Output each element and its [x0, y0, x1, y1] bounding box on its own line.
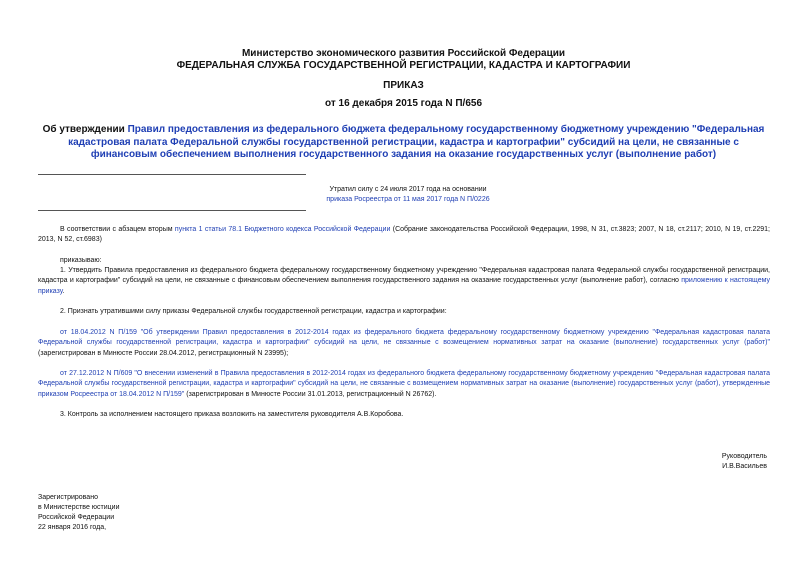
item-3-paragraph: 3. Контроль за исполнением настоящего приказа возложить на заместителя руководителя А.В.Коробова.	[60, 411, 404, 418]
document-title	[40, 124, 767, 162]
item-2-sub-1	[38, 328, 770, 359]
item-1-paragraph	[38, 266, 770, 297]
status-note-text: Утратил силу с 24 июля 2017 года на основании	[329, 186, 487, 193]
signature-position: Руководитель	[721, 453, 767, 460]
item-1-text: 1. Утвердить Правила предоставления из федерального бюджета федеральному государственному бюджетному учреждению "Федеральная кадастровая палата Федеральной службы государственной регистрации, кадастра и картографии" субсидий на цели, не связанные с финансовым обеспечением выполнения государственного задания на оказание государственных услуг (выполнение работ), согласно	[38, 267, 770, 285]
preamble-text-after: (Собрание законодательства Российской Федерации, 1998, N 31, ст.3823; 2007, N 18, ст.2117; 2010, N 19, ст.2291; 2013, N 52, ст.6983)	[38, 226, 770, 244]
service-name: ФЕДЕРАЛЬНАЯ СЛУЖБА ГОСУДАРСТВЕННОЙ РЕГИСТРАЦИИ, КАДАСТРА И КАРТОГРАФИИ	[176, 60, 631, 71]
item-2-sub-2	[38, 369, 770, 400]
divider-top	[38, 174, 306, 175]
appendix-link[interactable]: приложению к настоящему приказу	[38, 277, 770, 295]
registration-line-1: Зарегистрировано	[38, 494, 98, 501]
ministry-name: Министерство экономического развития Российской Федерации	[241, 48, 566, 59]
item-1-end: .	[62, 287, 65, 295]
order-609-registration: (зарегистрирован в Минюсте России 31.01.2013, регистрационный N 26762).	[184, 390, 437, 398]
signature-name: И.В.Васильев	[722, 463, 767, 470]
order-word: приказываю:	[60, 257, 102, 264]
signature-block	[722, 452, 767, 472]
document-date-number: от 16 декабря 2015 года N П/656	[324, 98, 483, 109]
item-2-paragraph: 2. Признать утратившими силу приказы Федеральной службы государственной регистрации, кадастра и картографии:	[60, 308, 447, 315]
divider-bottom	[38, 210, 306, 211]
registration-line-3: Российской Федерации	[38, 514, 115, 521]
budget-code-link[interactable]: пункта 1 статьи 78.1 Бюджетного кодекса Российской Федерации	[174, 226, 391, 233]
order-159-link[interactable]: от 18.04.2012 N П/159 "Об утверждении Правил предоставления в 2012-2014 годах из федерального бюджета федеральному государственному бюджетному учреждению "Федеральная кадастровая палата Федеральной службы государственной регистрации, кадастра и картографии" субсидий на цели, не связанные с возмещением нормативных затрат на оказание (выполнение) государственных услуг (работ)"	[38, 329, 770, 347]
order-159-registration: (зарегистрирован в Минюсте России 28.04.2012, регистрационный N 23995);	[38, 349, 289, 357]
preamble-paragraph	[38, 225, 770, 246]
status-note	[306, 185, 510, 205]
registration-line-4: 22 января 2016 года,	[38, 524, 107, 531]
registration-block	[38, 493, 119, 533]
registration-line-2: в Министерстве юстиции	[38, 504, 120, 511]
title-prefix: Об утверждении	[42, 124, 128, 135]
preamble-text-before: В соответствии с абзацем вторым	[60, 226, 175, 233]
status-note-link[interactable]: приказа Росреестра от 11 мая 2017 года N П/0226	[326, 196, 490, 203]
document-type: ПРИКАЗ	[383, 80, 424, 91]
title-rules-link[interactable]: Правил предоставления из федерального бюджета федеральному государственному бюджетному учреждению "Федеральная кадастровая палата Федеральной службы государственной регистрации, кадастра и картографии" субсидий на цели, не связанные с финансовым обеспечением выполнения государственного задания на оказание государственных услуг (выполнение работ)	[68, 124, 765, 160]
order-609-link[interactable]: от 27.12.2012 N П/609 "О внесении изменений в Правила предоставления в 2012-2014 годах из федерального бюджета федеральному государственному бюджетному учреждению "Федеральная кадастровая палата Федеральной службы государственной регистрации, кадастра и картографии" субсидий на цели, не связанные с возмещением нормативных затрат на оказание (выполнение) государственных услуг (работ), утвержденные приказом Росреестра от 18.04.2012 N П/159"	[38, 370, 770, 398]
